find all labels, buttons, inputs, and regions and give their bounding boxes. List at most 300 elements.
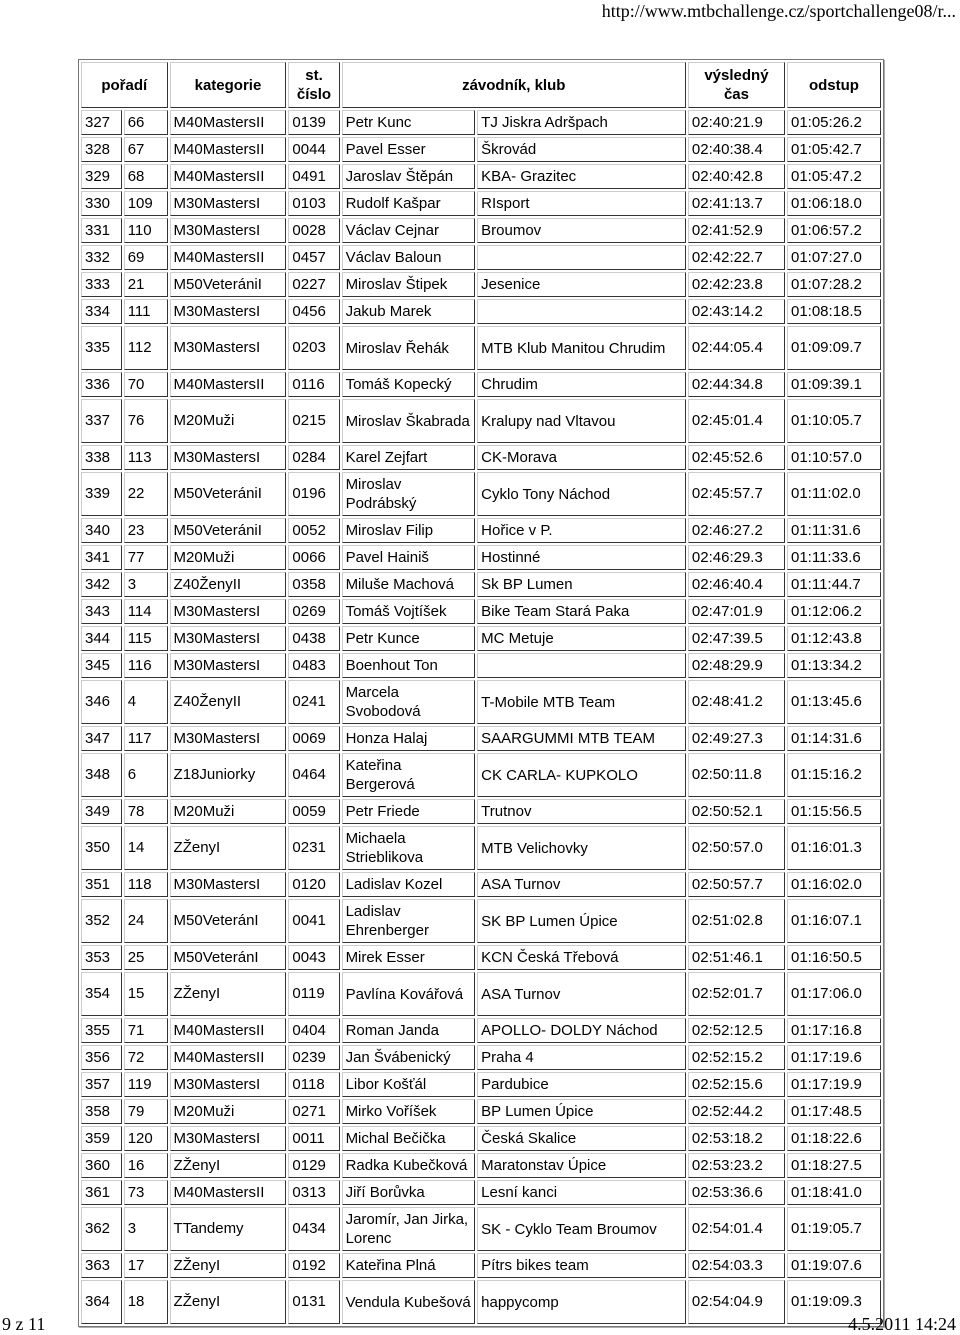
column-header-gap: odstup	[787, 62, 881, 108]
cell-club: MC Metuje	[477, 626, 686, 651]
cell-final-time: 02:43:14.2	[688, 299, 785, 324]
table-row	[81, 218, 881, 243]
cell-category-rank: 18	[124, 1280, 168, 1324]
cell-overall-rank: 335	[81, 326, 122, 370]
cell-racer-name: Marcela Svobodová	[342, 680, 476, 724]
column-header-category: kategorie	[170, 62, 287, 108]
cell-racer-name: Mirek Esser	[342, 945, 476, 970]
cell-category-rank: 15	[124, 972, 168, 1016]
cell-overall-rank: 363	[81, 1253, 122, 1278]
cell-racer-name: Ladislav Ehrenberger	[342, 899, 476, 943]
cell-category: M30MastersI	[170, 299, 287, 324]
cell-final-time: 02:54:04.9	[688, 1280, 785, 1324]
cell-overall-rank: 345	[81, 653, 122, 678]
cell-racer-name: Vendula Kubešová	[342, 1280, 476, 1324]
cell-club: Cyklo Tony Náchod	[477, 472, 686, 516]
cell-final-time: 02:47:39.5	[688, 626, 785, 651]
cell-club	[477, 653, 686, 678]
cell-start-number: 0269	[288, 599, 339, 624]
cell-racer-name: Václav Cejnar	[342, 218, 476, 243]
cell-racer-name: Ladislav Kozel	[342, 872, 476, 897]
cell-category-rank: 79	[124, 1099, 168, 1124]
cell-start-number: 0044	[288, 137, 339, 162]
cell-time-gap: 01:16:50.5	[787, 945, 881, 970]
cell-racer-name: Kateřina Bergerová	[342, 753, 476, 797]
cell-club	[477, 245, 686, 270]
cell-category: M30MastersI	[170, 191, 287, 216]
table-row	[81, 137, 881, 162]
cell-start-number: 0052	[288, 518, 339, 543]
table-row	[81, 899, 881, 943]
cell-club: Chrudim	[477, 372, 686, 397]
cell-category: M30MastersI	[170, 626, 287, 651]
cell-racer-name: Honza Halaj	[342, 726, 476, 751]
cell-time-gap: 01:11:33.6	[787, 545, 881, 570]
cell-final-time: 02:44:34.8	[688, 372, 785, 397]
cell-category: M30MastersI	[170, 599, 287, 624]
cell-club: Maratonstav Úpice	[477, 1153, 686, 1178]
cell-category-rank: 77	[124, 545, 168, 570]
cell-racer-name: Rudolf Kašpar	[342, 191, 476, 216]
cell-overall-rank: 359	[81, 1126, 122, 1151]
cell-category-rank: 3	[124, 1207, 168, 1251]
cell-racer-name: Petr Friede	[342, 799, 476, 824]
cell-time-gap: 01:17:19.9	[787, 1072, 881, 1097]
cell-start-number: 0464	[288, 753, 339, 797]
table-row	[81, 545, 881, 570]
cell-club: KBA- Grazitec	[477, 164, 686, 189]
cell-final-time: 02:48:41.2	[688, 680, 785, 724]
cell-final-time: 02:52:15.6	[688, 1072, 785, 1097]
cell-start-number: 0120	[288, 872, 339, 897]
cell-club: MTB Velichovky	[477, 826, 686, 870]
cell-final-time: 02:53:23.2	[688, 1153, 785, 1178]
cell-final-time: 02:42:22.7	[688, 245, 785, 270]
cell-start-number: 0041	[288, 899, 339, 943]
cell-category-rank: 25	[124, 945, 168, 970]
cell-final-time: 02:53:18.2	[688, 1126, 785, 1151]
cell-category-rank: 6	[124, 753, 168, 797]
cell-overall-rank: 342	[81, 572, 122, 597]
table-header-row	[81, 62, 881, 108]
cell-overall-rank: 358	[81, 1099, 122, 1124]
cell-start-number: 0203	[288, 326, 339, 370]
cell-racer-name: Jiří Borůvka	[342, 1180, 476, 1205]
cell-club: Hostinné	[477, 545, 686, 570]
cell-club: Trutnov	[477, 799, 686, 824]
cell-category: M40MastersII	[170, 1045, 287, 1070]
table-row	[81, 445, 881, 470]
table-row	[81, 1207, 881, 1251]
cell-overall-rank: 349	[81, 799, 122, 824]
cell-category-rank: 110	[124, 218, 168, 243]
cell-category-rank: 120	[124, 1126, 168, 1151]
cell-start-number: 0069	[288, 726, 339, 751]
cell-overall-rank: 347	[81, 726, 122, 751]
cell-final-time: 02:52:44.2	[688, 1099, 785, 1124]
cell-racer-name: Michal Bečička	[342, 1126, 476, 1151]
cell-category-rank: 117	[124, 726, 168, 751]
cell-start-number: 0227	[288, 272, 339, 297]
cell-category-rank: 71	[124, 1018, 168, 1043]
cell-start-number: 0231	[288, 826, 339, 870]
cell-final-time: 02:40:38.4	[688, 137, 785, 162]
cell-overall-rank: 352	[81, 899, 122, 943]
cell-time-gap: 01:11:44.7	[787, 572, 881, 597]
cell-club: Bike Team Stará Paka	[477, 599, 686, 624]
cell-overall-rank: 333	[81, 272, 122, 297]
cell-start-number: 0129	[288, 1153, 339, 1178]
cell-final-time: 02:41:13.7	[688, 191, 785, 216]
cell-final-time: 02:46:40.4	[688, 572, 785, 597]
cell-final-time: 02:41:52.9	[688, 218, 785, 243]
cell-category-rank: 68	[124, 164, 168, 189]
cell-overall-rank: 330	[81, 191, 122, 216]
cell-club: Škrovád	[477, 137, 686, 162]
cell-final-time: 02:46:27.2	[688, 518, 785, 543]
cell-final-time: 02:42:23.8	[688, 272, 785, 297]
cell-category-rank: 118	[124, 872, 168, 897]
cell-category-rank: 76	[124, 399, 168, 443]
cell-category-rank: 14	[124, 826, 168, 870]
cell-time-gap: 01:10:57.0	[787, 445, 881, 470]
cell-category-rank: 17	[124, 1253, 168, 1278]
cell-final-time: 02:44:05.4	[688, 326, 785, 370]
cell-category: M30MastersI	[170, 326, 287, 370]
cell-overall-rank: 337	[81, 399, 122, 443]
cell-overall-rank: 329	[81, 164, 122, 189]
cell-category: ZŽenyI	[170, 1153, 287, 1178]
cell-category: ZŽenyI	[170, 1253, 287, 1278]
cell-club: Pardubice	[477, 1072, 686, 1097]
cell-category: M50VeteránI	[170, 945, 287, 970]
cell-category: TTandemy	[170, 1207, 287, 1251]
cell-club: TJ Jiskra Adršpach	[477, 110, 686, 135]
cell-category: M40MastersII	[170, 110, 287, 135]
cell-overall-rank: 341	[81, 545, 122, 570]
cell-overall-rank: 354	[81, 972, 122, 1016]
cell-club: ASA Turnov	[477, 872, 686, 897]
cell-racer-name: Kateřina Plná	[342, 1253, 476, 1278]
cell-overall-rank: 346	[81, 680, 122, 724]
cell-time-gap: 01:17:19.6	[787, 1045, 881, 1070]
cell-overall-rank: 351	[81, 872, 122, 897]
cell-category: M30MastersI	[170, 872, 287, 897]
cell-time-gap: 01:15:16.2	[787, 753, 881, 797]
cell-category-rank: 21	[124, 272, 168, 297]
table-row	[81, 272, 881, 297]
cell-overall-rank: 357	[81, 1072, 122, 1097]
cell-start-number: 0011	[288, 1126, 339, 1151]
cell-time-gap: 01:18:41.0	[787, 1180, 881, 1205]
cell-racer-name: Miroslav Podrábský	[342, 472, 476, 516]
cell-start-number: 0215	[288, 399, 339, 443]
cell-racer-name: Mirko Voříšek	[342, 1099, 476, 1124]
cell-category: ZŽenyI	[170, 972, 287, 1016]
table-row	[81, 1280, 881, 1324]
table-row	[81, 726, 881, 751]
cell-time-gap: 01:11:31.6	[787, 518, 881, 543]
cell-racer-name: Miroslav Filip	[342, 518, 476, 543]
cell-racer-name: Jakub Marek	[342, 299, 476, 324]
cell-final-time: 02:54:01.4	[688, 1207, 785, 1251]
cell-category-rank: 111	[124, 299, 168, 324]
cell-club: happycomp	[477, 1280, 686, 1324]
cell-racer-name: Miroslav Štipek	[342, 272, 476, 297]
cell-final-time: 02:53:36.6	[688, 1180, 785, 1205]
cell-category: ZŽenyI	[170, 826, 287, 870]
cell-club: Kralupy nad Vltavou	[477, 399, 686, 443]
cell-time-gap: 01:17:06.0	[787, 972, 881, 1016]
cell-category: M50VeteránI	[170, 899, 287, 943]
table-row	[81, 299, 881, 324]
cell-club: SAARGUMMI MTB TEAM	[477, 726, 686, 751]
cell-overall-rank: 364	[81, 1280, 122, 1324]
cell-overall-rank: 336	[81, 372, 122, 397]
page-url: http://www.mtbchallenge.cz/sportchallenge08/r...	[601, 1, 956, 21]
table-row	[81, 245, 881, 270]
cell-final-time: 02:50:52.1	[688, 799, 785, 824]
cell-club: Sk BP Lumen	[477, 572, 686, 597]
cell-time-gap: 01:10:05.7	[787, 399, 881, 443]
cell-club: CK CARLA- KUPKOLO	[477, 753, 686, 797]
cell-start-number: 0103	[288, 191, 339, 216]
cell-overall-rank: 331	[81, 218, 122, 243]
cell-time-gap: 01:09:09.7	[787, 326, 881, 370]
cell-club: Broumov	[477, 218, 686, 243]
cell-category-rank: 23	[124, 518, 168, 543]
table-row	[81, 753, 881, 797]
cell-club: Pítrs bikes team	[477, 1253, 686, 1278]
cell-final-time: 02:50:57.0	[688, 826, 785, 870]
cell-time-gap: 01:18:22.6	[787, 1126, 881, 1151]
cell-final-time: 02:47:01.9	[688, 599, 785, 624]
cell-start-number: 0491	[288, 164, 339, 189]
table-row	[81, 110, 881, 135]
cell-category: M20Muži	[170, 399, 287, 443]
cell-club: SK - Cyklo Team Broumov	[477, 1207, 686, 1251]
cell-start-number: 0313	[288, 1180, 339, 1205]
cell-racer-name: Boenhout Ton	[342, 653, 476, 678]
cell-category-rank: 3	[124, 572, 168, 597]
cell-category-rank: 4	[124, 680, 168, 724]
cell-start-number: 0358	[288, 572, 339, 597]
cell-category-rank: 115	[124, 626, 168, 651]
table-row	[81, 872, 881, 897]
cell-racer-name: Michaela Strieblikova	[342, 826, 476, 870]
cell-club: Hořice v P.	[477, 518, 686, 543]
cell-racer-name: Václav Baloun	[342, 245, 476, 270]
cell-overall-rank: 356	[81, 1045, 122, 1070]
cell-final-time: 02:51:46.1	[688, 945, 785, 970]
cell-time-gap: 01:16:07.1	[787, 899, 881, 943]
cell-club: Praha 4	[477, 1045, 686, 1070]
cell-start-number: 0066	[288, 545, 339, 570]
cell-time-gap: 01:16:02.0	[787, 872, 881, 897]
cell-club: ASA Turnov	[477, 972, 686, 1016]
cell-club: Česká Skalice	[477, 1126, 686, 1151]
cell-category: M40MastersII	[170, 137, 287, 162]
cell-final-time: 02:52:12.5	[688, 1018, 785, 1043]
cell-final-time: 02:40:42.8	[688, 164, 785, 189]
table-row	[81, 1018, 881, 1043]
cell-time-gap: 01:11:02.0	[787, 472, 881, 516]
cell-start-number: 0028	[288, 218, 339, 243]
cell-club: MTB Klub Manitou Chrudim	[477, 326, 686, 370]
cell-time-gap: 01:15:56.5	[787, 799, 881, 824]
table-row	[81, 1180, 881, 1205]
table-row	[81, 653, 881, 678]
cell-time-gap: 01:05:26.2	[787, 110, 881, 135]
cell-start-number: 0456	[288, 299, 339, 324]
cell-time-gap: 01:12:06.2	[787, 599, 881, 624]
cell-overall-rank: 361	[81, 1180, 122, 1205]
cell-category-rank: 16	[124, 1153, 168, 1178]
cell-category: M50VeterániI	[170, 272, 287, 297]
cell-category: M30MastersI	[170, 653, 287, 678]
cell-club: APOLLO- DOLDY Náchod	[477, 1018, 686, 1043]
cell-racer-name: Pavlína Kovářová	[342, 972, 476, 1016]
cell-category: M40MastersII	[170, 1018, 287, 1043]
cell-category-rank: 67	[124, 137, 168, 162]
cell-start-number: 0271	[288, 1099, 339, 1124]
cell-racer-name: Jan Švábenický	[342, 1045, 476, 1070]
cell-overall-rank: 344	[81, 626, 122, 651]
cell-final-time: 02:45:52.6	[688, 445, 785, 470]
cell-category-rank: 66	[124, 110, 168, 135]
column-header-rank: pořadí	[81, 62, 168, 108]
table-row	[81, 1153, 881, 1178]
table-row	[81, 599, 881, 624]
column-header-racer-club: závodník, klub	[342, 62, 686, 108]
cell-overall-rank: 327	[81, 110, 122, 135]
cell-category: M30MastersI	[170, 1072, 287, 1097]
cell-category: M30MastersI	[170, 218, 287, 243]
cell-category-rank: 73	[124, 1180, 168, 1205]
table-row	[81, 326, 881, 370]
table-row	[81, 826, 881, 870]
cell-time-gap: 01:13:45.6	[787, 680, 881, 724]
cell-start-number: 0192	[288, 1253, 339, 1278]
cell-final-time: 02:46:29.3	[688, 545, 785, 570]
cell-category: Z40ŽenyII	[170, 572, 287, 597]
table-row	[81, 191, 881, 216]
cell-time-gap: 01:12:43.8	[787, 626, 881, 651]
cell-start-number: 0043	[288, 945, 339, 970]
cell-overall-rank: 340	[81, 518, 122, 543]
cell-final-time: 02:52:15.2	[688, 1045, 785, 1070]
cell-overall-rank: 362	[81, 1207, 122, 1251]
cell-final-time: 02:52:01.7	[688, 972, 785, 1016]
cell-club: T-Mobile MTB Team	[477, 680, 686, 724]
column-header-final-time: výsledný čas	[688, 62, 785, 108]
cell-category-rank: 116	[124, 653, 168, 678]
cell-start-number: 0284	[288, 445, 339, 470]
cell-final-time: 02:50:11.8	[688, 753, 785, 797]
cell-overall-rank: 332	[81, 245, 122, 270]
table-row	[81, 626, 881, 651]
cell-category-rank: 114	[124, 599, 168, 624]
cell-final-time: 02:48:29.9	[688, 653, 785, 678]
cell-racer-name: Libor Košťál	[342, 1072, 476, 1097]
cell-final-time: 02:40:21.9	[688, 110, 785, 135]
cell-overall-rank: 355	[81, 1018, 122, 1043]
cell-final-time: 02:51:02.8	[688, 899, 785, 943]
cell-time-gap: 01:05:42.7	[787, 137, 881, 162]
cell-club: Lesní kanci	[477, 1180, 686, 1205]
cell-category: M50VeterániI	[170, 518, 287, 543]
cell-start-number: 0118	[288, 1072, 339, 1097]
cell-racer-name: Petr Kunce	[342, 626, 476, 651]
cell-racer-name: Jaromír, Jan Jirka, Lorenc	[342, 1207, 476, 1251]
cell-category-rank: 69	[124, 245, 168, 270]
cell-club	[477, 299, 686, 324]
cell-racer-name: Miroslav Řehák	[342, 326, 476, 370]
cell-category-rank: 70	[124, 372, 168, 397]
cell-overall-rank: 339	[81, 472, 122, 516]
cell-start-number: 0241	[288, 680, 339, 724]
cell-final-time: 02:45:01.4	[688, 399, 785, 443]
cell-category: M30MastersI	[170, 1126, 287, 1151]
cell-time-gap: 01:08:18.5	[787, 299, 881, 324]
cell-category: M20Muži	[170, 799, 287, 824]
cell-club: Jesenice	[477, 272, 686, 297]
cell-time-gap: 01:05:47.2	[787, 164, 881, 189]
cell-overall-rank: 338	[81, 445, 122, 470]
table-row	[81, 472, 881, 516]
cell-racer-name: Petr Kunc	[342, 110, 476, 135]
cell-start-number: 0131	[288, 1280, 339, 1324]
cell-category-rank: 24	[124, 899, 168, 943]
table-row	[81, 1253, 881, 1278]
cell-racer-name: Tomáš Vojtíšek	[342, 599, 476, 624]
cell-racer-name: Roman Janda	[342, 1018, 476, 1043]
cell-racer-name: Miluše Machová	[342, 572, 476, 597]
cell-time-gap: 01:06:18.0	[787, 191, 881, 216]
cell-category-rank: 112	[124, 326, 168, 370]
cell-final-time: 02:49:27.3	[688, 726, 785, 751]
cell-club: RIsport	[477, 191, 686, 216]
cell-overall-rank: 350	[81, 826, 122, 870]
cell-category-rank: 109	[124, 191, 168, 216]
cell-club: KCN Česká Třebová	[477, 945, 686, 970]
results-table	[78, 59, 884, 1327]
cell-category: M40MastersII	[170, 372, 287, 397]
cell-category-rank: 78	[124, 799, 168, 824]
cell-category: Z18Juniorky	[170, 753, 287, 797]
table-row	[81, 1045, 881, 1070]
cell-overall-rank: 348	[81, 753, 122, 797]
print-datetime: 4.5.2011 14:24	[848, 1314, 956, 1334]
table-row	[81, 518, 881, 543]
table-row	[81, 1099, 881, 1124]
cell-category: M30MastersI	[170, 726, 287, 751]
cell-time-gap: 01:16:01.3	[787, 826, 881, 870]
cell-category: M40MastersII	[170, 245, 287, 270]
cell-club: BP Lumen Úpice	[477, 1099, 686, 1124]
cell-category-rank: 119	[124, 1072, 168, 1097]
cell-time-gap: 01:17:48.5	[787, 1099, 881, 1124]
cell-final-time: 02:54:03.3	[688, 1253, 785, 1278]
cell-overall-rank: 334	[81, 299, 122, 324]
cell-racer-name: Miroslav Škabrada	[342, 399, 476, 443]
cell-category: M40MastersII	[170, 164, 287, 189]
cell-time-gap: 01:07:27.0	[787, 245, 881, 270]
cell-start-number: 0239	[288, 1045, 339, 1070]
cell-time-gap: 01:09:39.1	[787, 372, 881, 397]
cell-time-gap: 01:19:07.6	[787, 1253, 881, 1278]
cell-time-gap: 01:07:28.2	[787, 272, 881, 297]
